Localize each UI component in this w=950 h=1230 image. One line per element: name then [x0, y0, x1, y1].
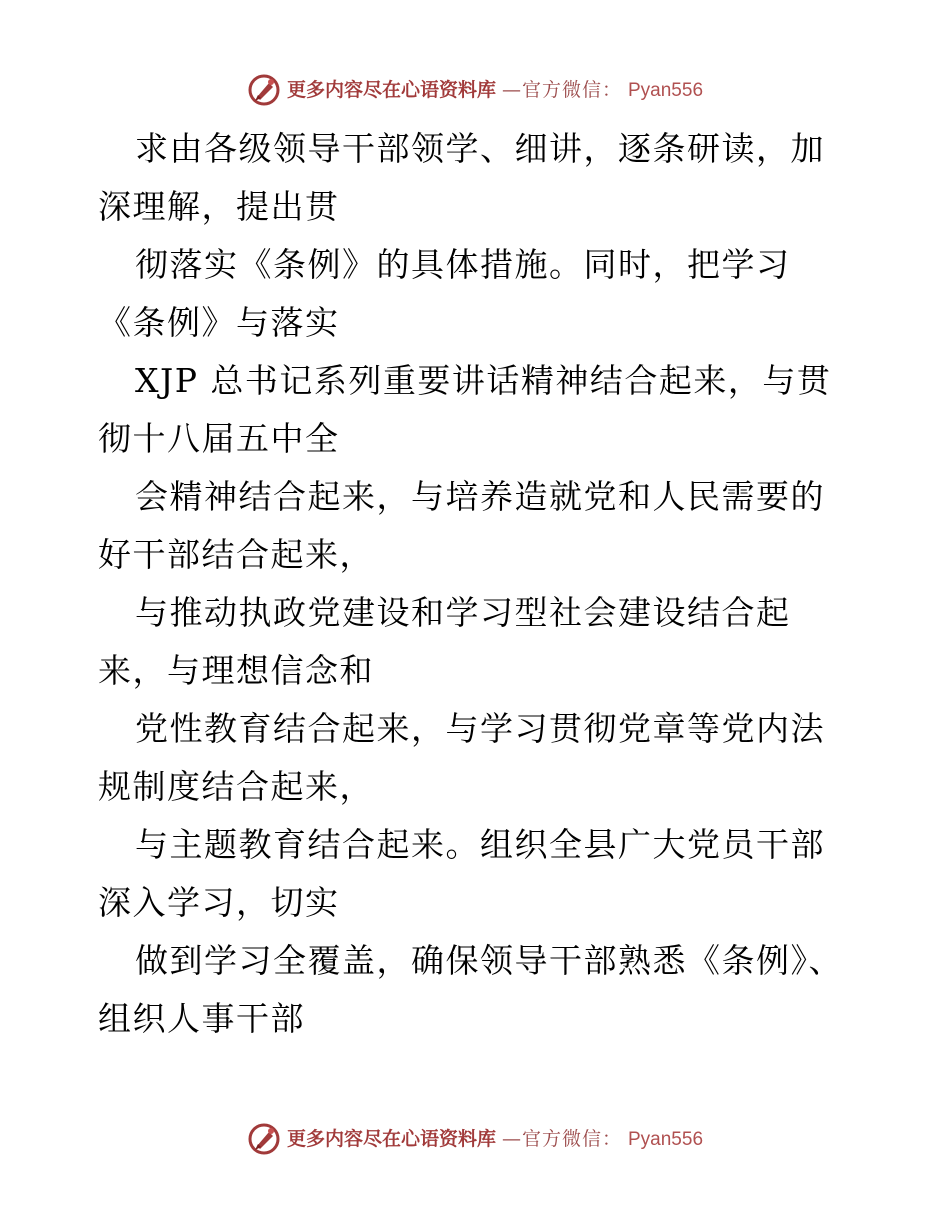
watermark-wechat-id: Pyan556	[628, 1128, 704, 1150]
watermark-sub-text: —官方微信：	[501, 78, 622, 101]
footer-watermark	[0, 1121, 950, 1157]
paragraph-6: 党性教育结合起来，与学习贯彻党章等党内法规制度结合起来，	[98, 709, 825, 806]
pen-nib-logo-icon	[247, 1122, 281, 1156]
paragraph-3: XJP 总书记系列重要讲话精神结合起来，与贯彻十八届五中全	[98, 361, 832, 458]
paragraph-4: 会精神结合起来，与培养造就党和人民需要的好干部结合起来，	[98, 477, 825, 574]
paragraph-7: 与主题教育结合起来。组织全县广大党员干部深入学习，切实	[98, 825, 825, 922]
paragraph-1: 求由各级领导干部领学、细讲，逐条研读，加深理解，提出贯	[98, 129, 825, 226]
paragraph-8: 做到学习全覆盖，确保领导干部熟悉《条例》、组织人事干部	[98, 941, 843, 1038]
pen-nib-logo-icon	[247, 73, 281, 107]
paragraph-2: 彻落实《条例》的具体措施。同时，把学习《条例》与落实	[98, 245, 791, 342]
document-body	[98, 120, 858, 1048]
watermark-wechat-id: Pyan556	[628, 79, 704, 101]
header-watermark	[0, 72, 950, 108]
watermark-sub-text: —官方微信：	[501, 1127, 622, 1150]
paragraph-5: 与推动执政党建设和学习型社会建设结合起来，与理想信念和	[98, 593, 791, 690]
watermark-main-text: 更多内容尽在心语资料库	[286, 1127, 496, 1150]
watermark-main-text: 更多内容尽在心语资料库	[286, 78, 496, 101]
